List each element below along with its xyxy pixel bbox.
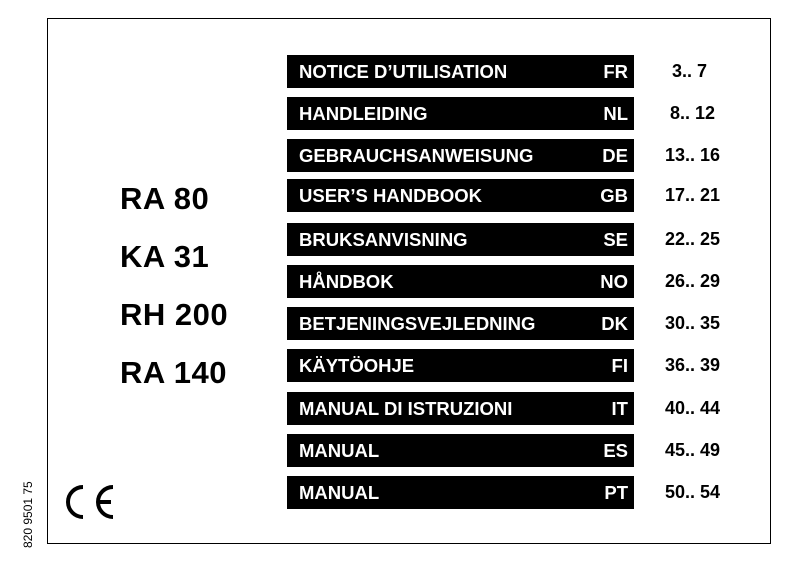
language-code: PT — [604, 482, 628, 503]
page-range: 36.. 39 — [665, 355, 721, 375]
page-range: 22.. 25 — [665, 229, 721, 249]
language-code: FR — [603, 61, 628, 82]
manual-bar — [287, 476, 634, 509]
manual-row-es — [287, 434, 737, 467]
model-name: RA 80 — [120, 181, 210, 216]
manual-bar — [287, 139, 634, 172]
manual-row-fr — [287, 55, 737, 88]
manual-title: BRUKSANVISNING — [299, 229, 468, 250]
language-code: SE — [603, 229, 628, 250]
language-code: GB — [600, 185, 628, 206]
manual-row-no — [287, 265, 737, 298]
manual-row-it — [287, 392, 737, 425]
manual-title: HÅNDBOK — [299, 271, 394, 292]
manual-title: MANUAL — [299, 482, 380, 503]
model-name: KA 31 — [120, 239, 210, 274]
manual-row-se — [287, 223, 737, 256]
language-code: IT — [611, 398, 628, 419]
language-code: DK — [601, 313, 628, 334]
manual-bar — [287, 97, 634, 130]
manual-row-fi — [287, 349, 737, 382]
manual-title: GEBRAUCHSANWEISUNG — [299, 145, 534, 166]
manual-row-dk — [287, 307, 737, 340]
page-range: 45.. 49 — [665, 440, 721, 460]
manual-row-pt — [287, 476, 737, 509]
page-range: 13.. 16 — [665, 145, 721, 165]
model-list — [120, 170, 228, 402]
page-range: 3.. 7 — [672, 61, 708, 81]
manual-bar — [287, 223, 634, 256]
language-code: FI — [611, 355, 628, 376]
page-range: 17.. 21 — [665, 185, 721, 205]
model-name: RA 140 — [120, 355, 227, 390]
manual-bar — [287, 307, 634, 340]
manual-row-gb — [287, 179, 737, 212]
manual-bar — [287, 265, 634, 298]
manual-title: HANDLEIDING — [299, 103, 428, 124]
model-name: RH 200 — [120, 297, 229, 332]
page-range: 8.. 12 — [670, 103, 716, 123]
language-code: ES — [603, 440, 628, 461]
manual-bar — [287, 434, 634, 467]
page-range: 26.. 29 — [665, 271, 721, 291]
page-range: 40.. 44 — [665, 398, 721, 418]
manual-row-nl — [287, 97, 737, 130]
document-code: 820 9501 75 — [21, 481, 35, 548]
ce-mark-icon — [61, 482, 119, 522]
manual-title: MANUAL DI ISTRUZIONI — [299, 398, 513, 419]
manual-title: BETJENINGSVEJLEDNING — [299, 313, 536, 334]
manual-bar — [287, 179, 634, 212]
language-code: NO — [600, 271, 628, 292]
manual-title: MANUAL — [299, 440, 380, 461]
manual-title: KÄYTÖOHJE — [299, 355, 415, 376]
page-range: 30.. 35 — [665, 313, 721, 333]
manual-bar — [287, 392, 634, 425]
language-code: NL — [603, 103, 628, 124]
manual-row-de — [287, 139, 737, 172]
manual-title: USER’S HANDBOOK — [299, 185, 482, 206]
language-code: DE — [602, 145, 628, 166]
manual-bar — [287, 55, 634, 88]
page-range: 50.. 54 — [665, 482, 721, 502]
manual-bar — [287, 349, 634, 382]
manual-title: NOTICE D’UTILISATION — [299, 61, 508, 82]
